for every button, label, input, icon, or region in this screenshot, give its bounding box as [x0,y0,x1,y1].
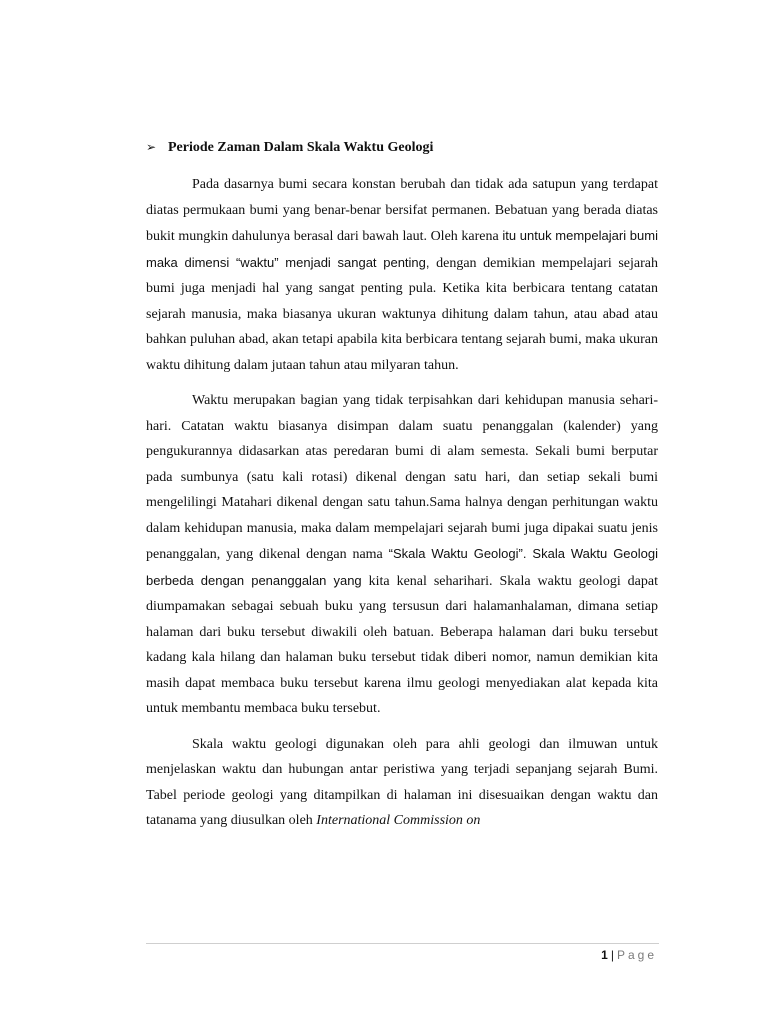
paragraph-3 [146,732,658,834]
footer-separator: | [610,948,614,962]
paragraph-2-text-a: Waktu merupakan bagian yang tidak terpisahkan dari kehidupan manusia sehari-hari. Catatan waktu biasanya disimpan dalam suatu penanggalan (kalender) yang pengukurannya didasarkan atas peredaran bumi di alam semesta. Sekali bumi berputar pada sumbunya (satu kali rotasi) dikenal dengan satu hari, dan setiap sekali bumi mengelilingi Matahari dikenal dengan satu tahun.Sama halnya dengan perhitungan waktu dalam kehidupan manusia, maka dalam mempelajari sejarah bumi juga dipakai suatu jenis penanggalan, yang dikenal dengan nama [146,393,658,562]
paragraph-1 [146,172,658,378]
footer-divider [146,943,659,944]
document-body [146,172,658,844]
page-label: Page [616,948,657,962]
paragraph-3-italic: International Commission on [316,813,481,828]
paragraph-3-text-a: Skala waktu geologi digunakan oleh para ahli geologi dan ilmuwan untuk menjelaskan waktu dan hubungan antar peristiwa yang terjadi sepanjang sejarah Bumi. Tabel periode geologi yang ditampilkan di halaman ini disesuaikan dengan waktu dan tatanama yang diusulkan oleh [146,736,658,828]
paragraph-1-text-c: dengan demikian mempelajari sejarah bumi juga menjadi hal yang sangat penting pula. Ketika kita berbicara tentang catatan sejarah manusia, maka biasanya ukuran waktunya dihitung dalam tahun, atau abad atau bahkan puluhan abad, akan tetapi apabila kita berbicara tentang sejarah bumi, maka ukuran waktu dihitung dalam jutaan tahun atau milyaran tahun. [146,255,658,373]
page-number: 1 [601,948,608,962]
paragraph-2-text-b: “Skala Waktu Geologi”. Skala Waktu Geologi berbeda dengan penanggalan yang [146,546,658,588]
paragraph-1-text-a: Pada dasarnya bumi secara konstan berubah dan tidak ada satupun yang terdapat diatas permukaan bumi yang benar-benar bersifat permanen. Bebatuan yang berada diatas bukit mungkin dahulunya berasal dari bawah laut. Oleh karena [146,177,658,244]
page-footer [601,946,657,964]
paragraph-1-text-b: itu untuk mempelajari bumi maka dimensi “waktu” menjadi sangat penting, [146,228,658,270]
arrow-bullet-icon: ➢ [146,140,157,154]
section-heading [146,137,666,158]
paragraph-2 [146,388,658,722]
section-heading-text: Periode Zaman Dalam Skala Waktu Geologi [168,140,434,155]
paragraph-2-text-c: kita kenal seharihari. Skala waktu geologi dapat diumpamakan sebagai sebuah buku yang tersusun dari halamanhalaman, dimana setiap halaman dari buku tersebut diwakili oleh batuan. Beberapa halaman dari buku tersebut kadang kala hilang dan halaman buku tersebut tidak diberi nomor, namun demikian kita masih dapat membaca buku tersebut karena ilmu geologi menyediakan alat kepada kita untuk membantu membaca buku tersebut. [146,573,658,716]
